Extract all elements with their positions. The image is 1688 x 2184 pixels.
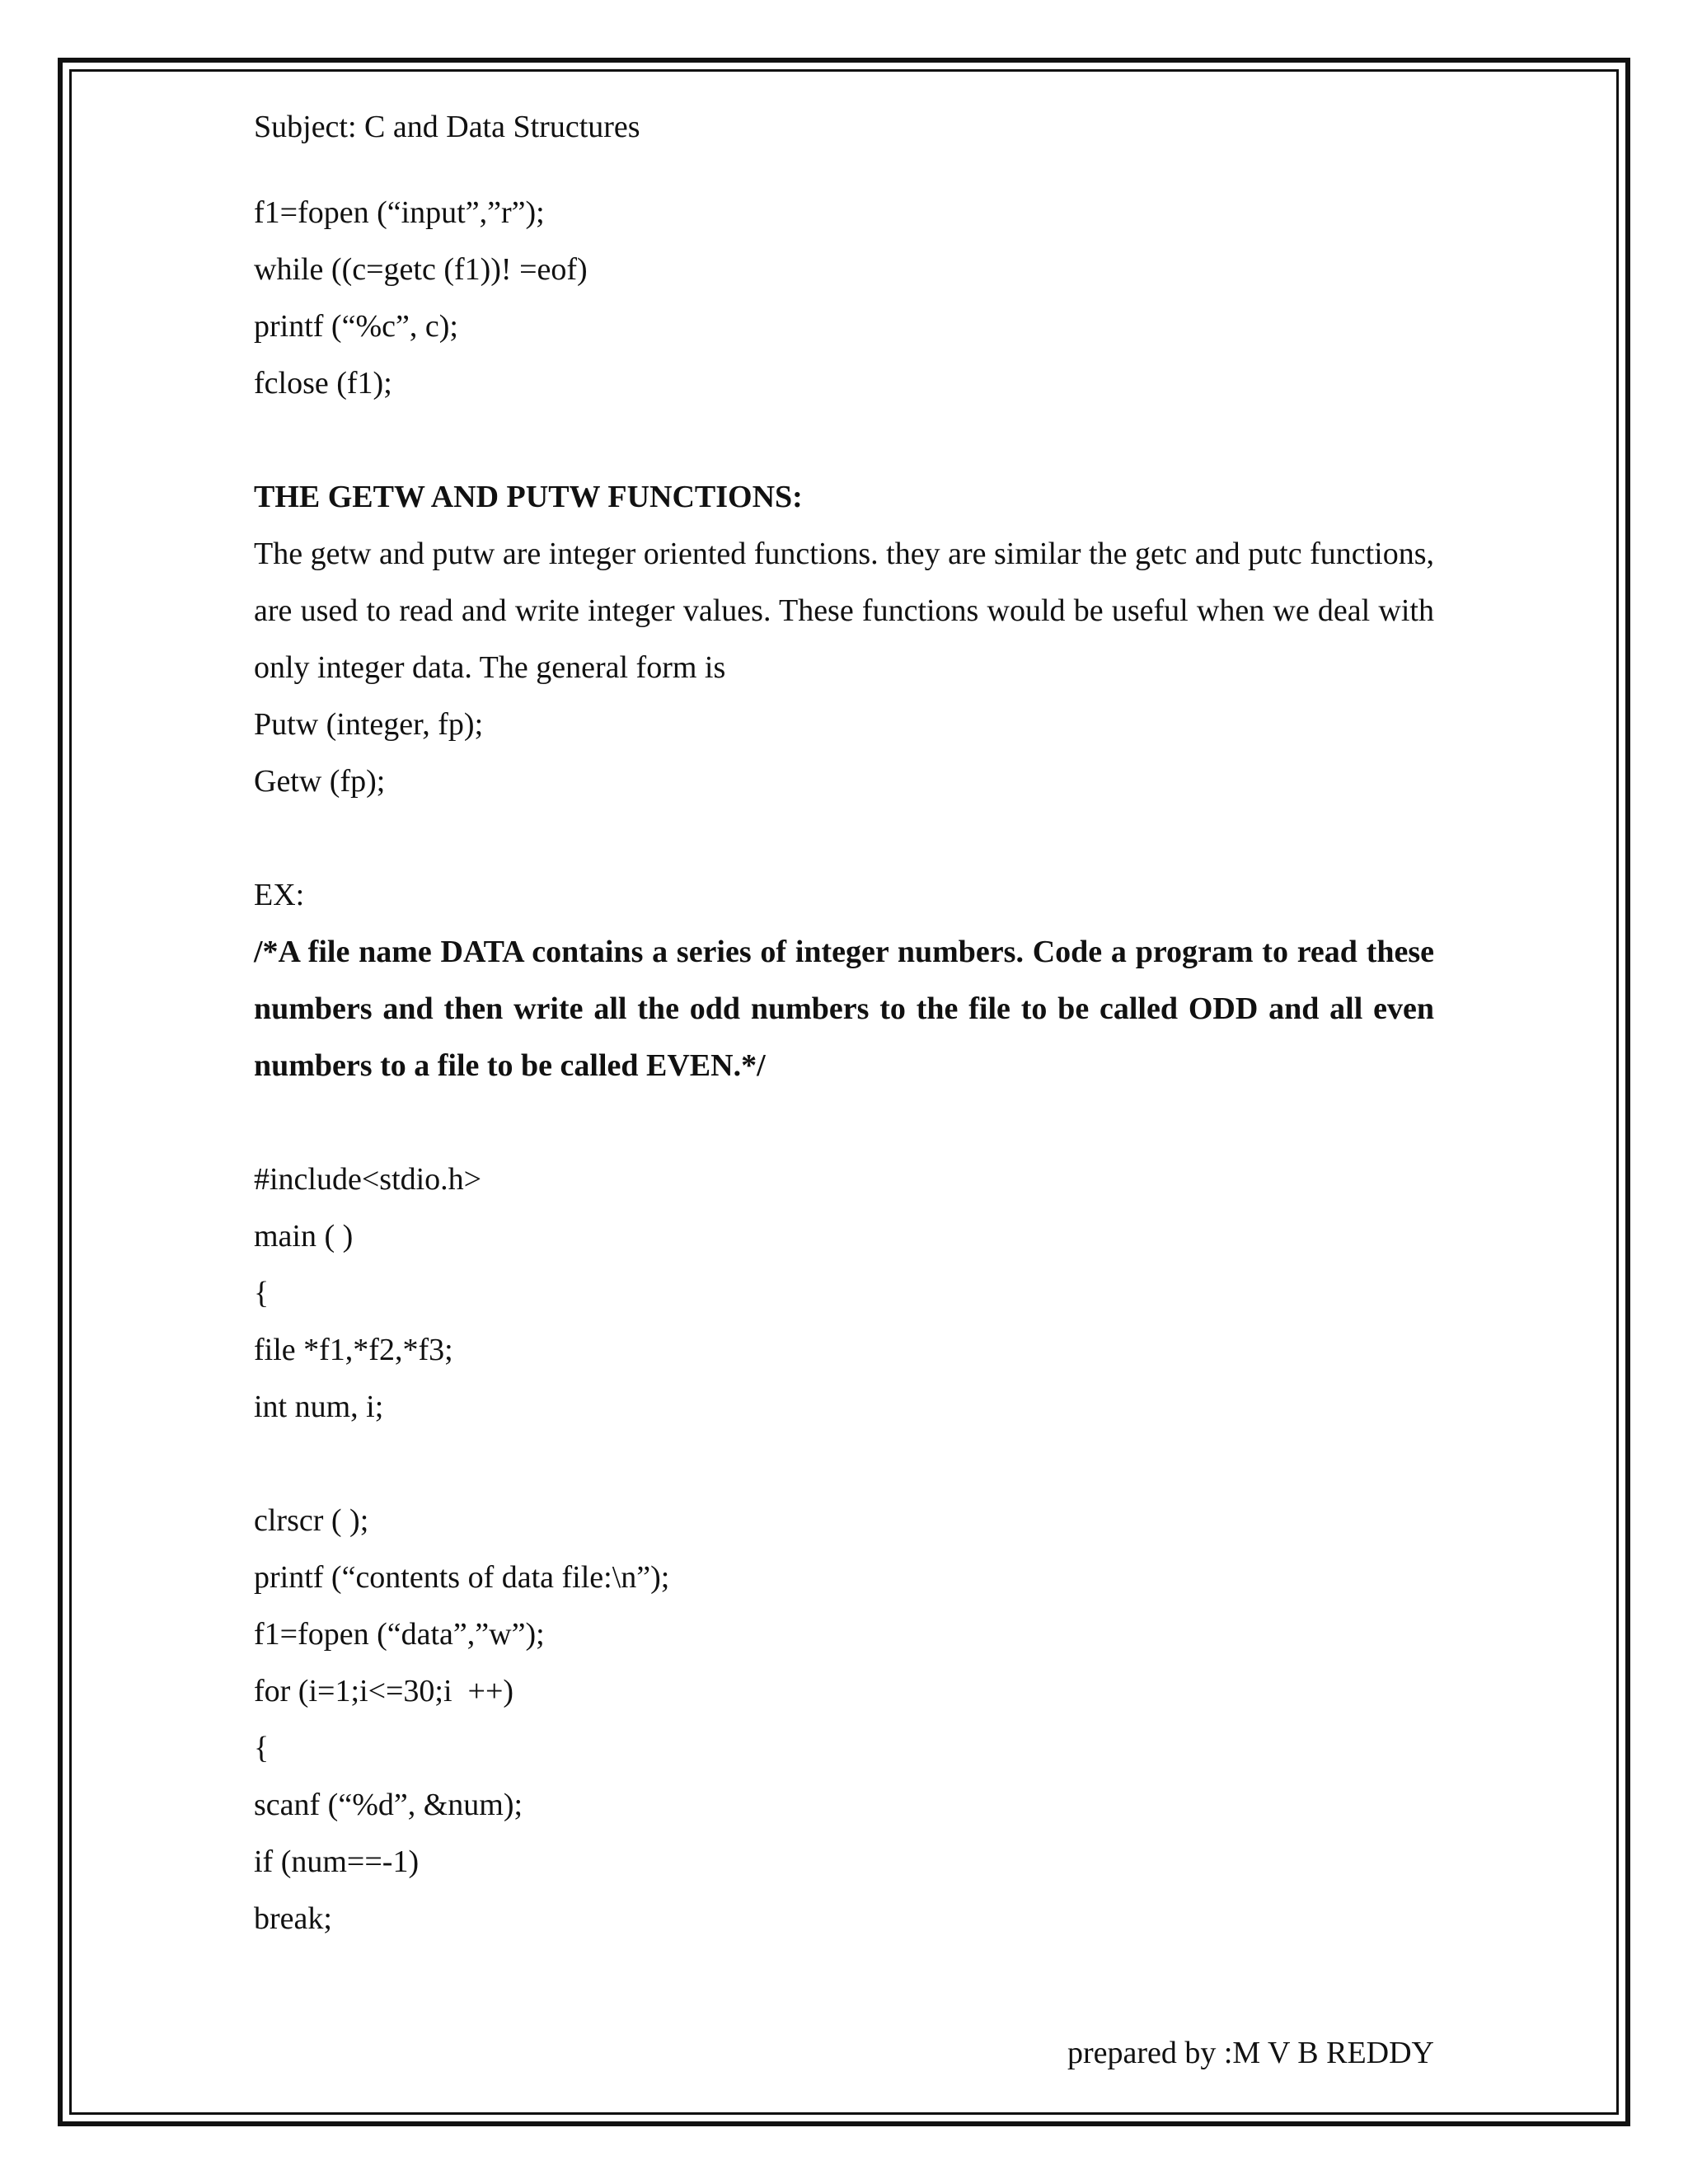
code-block-main-a <box>254 1151 1434 1436</box>
general-form-line: Getw (fp); <box>254 764 386 799</box>
code-line: fclose (f1); <box>254 366 392 401</box>
subject-line: Subject: C and Data Structures <box>254 110 640 144</box>
section-heading: THE GETW AND PUTW FUNCTIONS: <box>254 480 803 514</box>
spacer <box>254 1436 1434 1493</box>
code-line: file *f1,*f2,*f3; <box>254 1333 453 1367</box>
code-line: for (i=1;i<=30;i ++) <box>254 1674 514 1708</box>
code-line: if (num==-1) <box>254 1844 420 1879</box>
example-label: EX: <box>254 878 305 912</box>
footer-author: prepared by :M V B REDDY <box>1067 2036 1434 2070</box>
code-line: #include<stdio.h> <box>254 1162 482 1197</box>
code-line: printf (“contents of data file:\n”); <box>254 1560 670 1595</box>
example-comment: /*A file name DATA contains a series of integer numbers. Code a program to read these numbers and then write all the odd numbers to the file to be called ODD and all even numbers to a file to be called EVEN.*/ <box>254 935 1434 1083</box>
code-line: while ((c=getc (f1))! =eof) <box>254 252 588 287</box>
code-line: clrscr ( ); <box>254 1503 369 1538</box>
page-content <box>254 99 1434 1947</box>
code-line: break; <box>254 1901 332 1936</box>
code-line: f1=fopen (“input”,”r”); <box>254 195 545 230</box>
spacer <box>254 412 1434 469</box>
code-block-top <box>254 185 1434 412</box>
code-line: int num, i; <box>254 1390 384 1424</box>
code-line: scanf (“%d”, &num); <box>254 1788 523 1822</box>
spacer <box>254 1094 1434 1151</box>
code-line: main ( ) <box>254 1219 354 1254</box>
code-line: { <box>254 1731 270 1765</box>
code-line: printf (“%c”, c); <box>254 309 458 344</box>
code-line: f1=fopen (“data”,”w”); <box>254 1617 545 1652</box>
general-form-line: Putw (integer, fp); <box>254 707 484 742</box>
spacer <box>254 810 1434 867</box>
section-paragraph: The getw and putw are integer oriented functions. they are similar the getc and putc functions, are used to read and write integer values. These functions would be useful when we deal with only integer data. The general form is <box>254 537 1434 685</box>
code-block-main-b <box>254 1493 1434 1947</box>
code-line: { <box>254 1276 270 1310</box>
